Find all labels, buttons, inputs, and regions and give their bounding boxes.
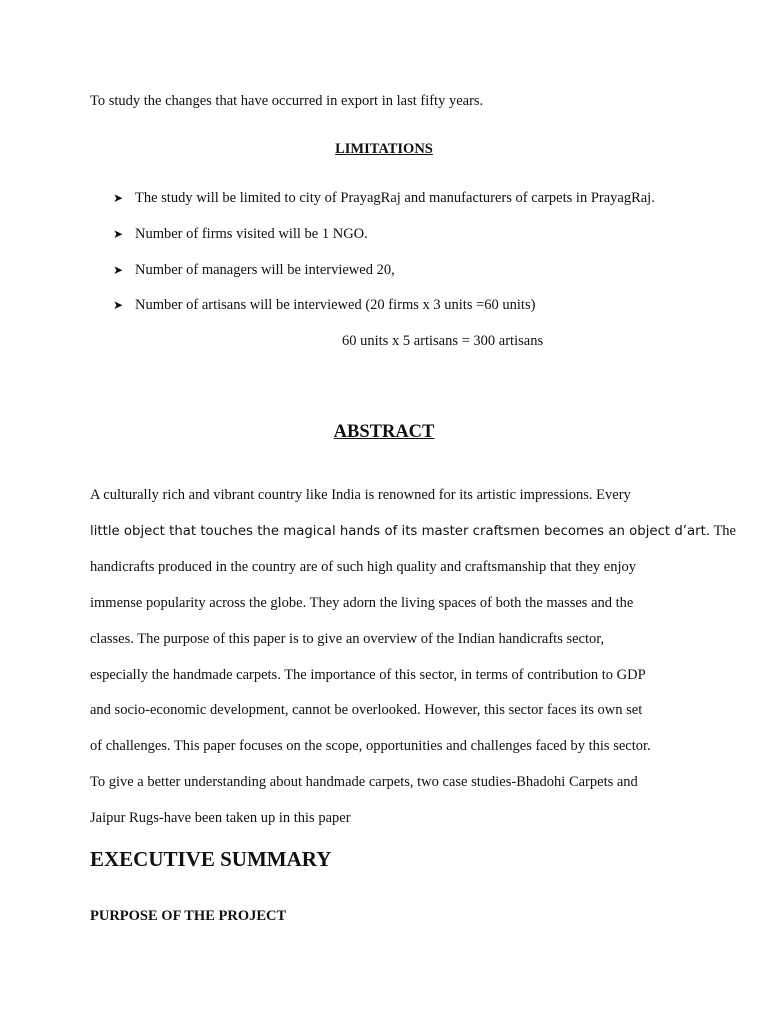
abstract-line: of challenges. This paper focuses on the scope, opportunities and challenges faced by this sector. <box>90 738 651 755</box>
limitation-item-text: Number of artisans will be interviewed (20 firms x 3 units =60 units) <box>135 297 536 313</box>
limitation-item <box>113 226 368 243</box>
abstract-line: immense popularity across the globe. They adorn the living spaces of both the masses and the <box>90 594 634 611</box>
abstract-line: and socio-economic development, cannot be overlooked. However, this sector faces its own set <box>90 702 643 719</box>
limitation-item-text: The study will be limited to city of PrayagRaj and manufacturers of carpets in PrayagRaj. <box>135 190 655 206</box>
limitations-heading: LIMITATIONS <box>335 141 433 157</box>
abstract-heading: ABSTRACT <box>333 422 435 442</box>
arrowhead-bullet-icon: ➤ <box>113 227 124 241</box>
arrowhead-bullet-icon: ➤ <box>113 263 124 277</box>
abstract-line <box>90 514 736 550</box>
limitation-item <box>113 190 655 207</box>
abstract-line: A culturally rich and vibrant country like India is renowned for its artistic impressions. Every <box>90 487 631 503</box>
abstract-paragraph <box>90 478 736 837</box>
arrowhead-bullet-icon: ➤ <box>113 191 124 205</box>
purpose-heading: PURPOSE OF THE PROJECT <box>90 908 287 924</box>
abstract-line: especially the handmade carpets. The importance of this sector, in terms of contribution to GDP <box>90 666 646 683</box>
intro-text: To study the changes that have occurred in export in last fifty years. <box>90 93 484 109</box>
abstract-line-part: The <box>713 522 736 539</box>
limitation-item <box>113 262 395 279</box>
arrowhead-bullet-icon: ➤ <box>113 298 124 312</box>
limitation-item <box>113 297 535 314</box>
abstract-line: To give a better understanding about handmade carpets, two case studies-Bhadohi Carpets and <box>90 774 638 791</box>
abstract-line: handicrafts produced in the country are of such high quality and craftsmanship that they enjoy <box>90 558 637 575</box>
limitation-item-text: Number of managers will be interviewed 20, <box>135 262 395 278</box>
executive-summary-heading: EXECUTIVE SUMMARY <box>90 847 332 871</box>
artisans-calculation: 60 units x 5 artisans = 300 artisans <box>342 333 544 349</box>
abstract-line: classes. The purpose of this paper is to give an overview of the Indian handicrafts sector, <box>90 630 605 647</box>
abstract-line-part: little object that touches the magical hands of its master craftsmen becomes an object d’art. <box>90 523 711 539</box>
abstract-line: Jaipur Rugs-have been taken up in this paper <box>90 810 351 827</box>
limitation-item-text: Number of firms visited will be 1 NGO. <box>135 226 368 242</box>
